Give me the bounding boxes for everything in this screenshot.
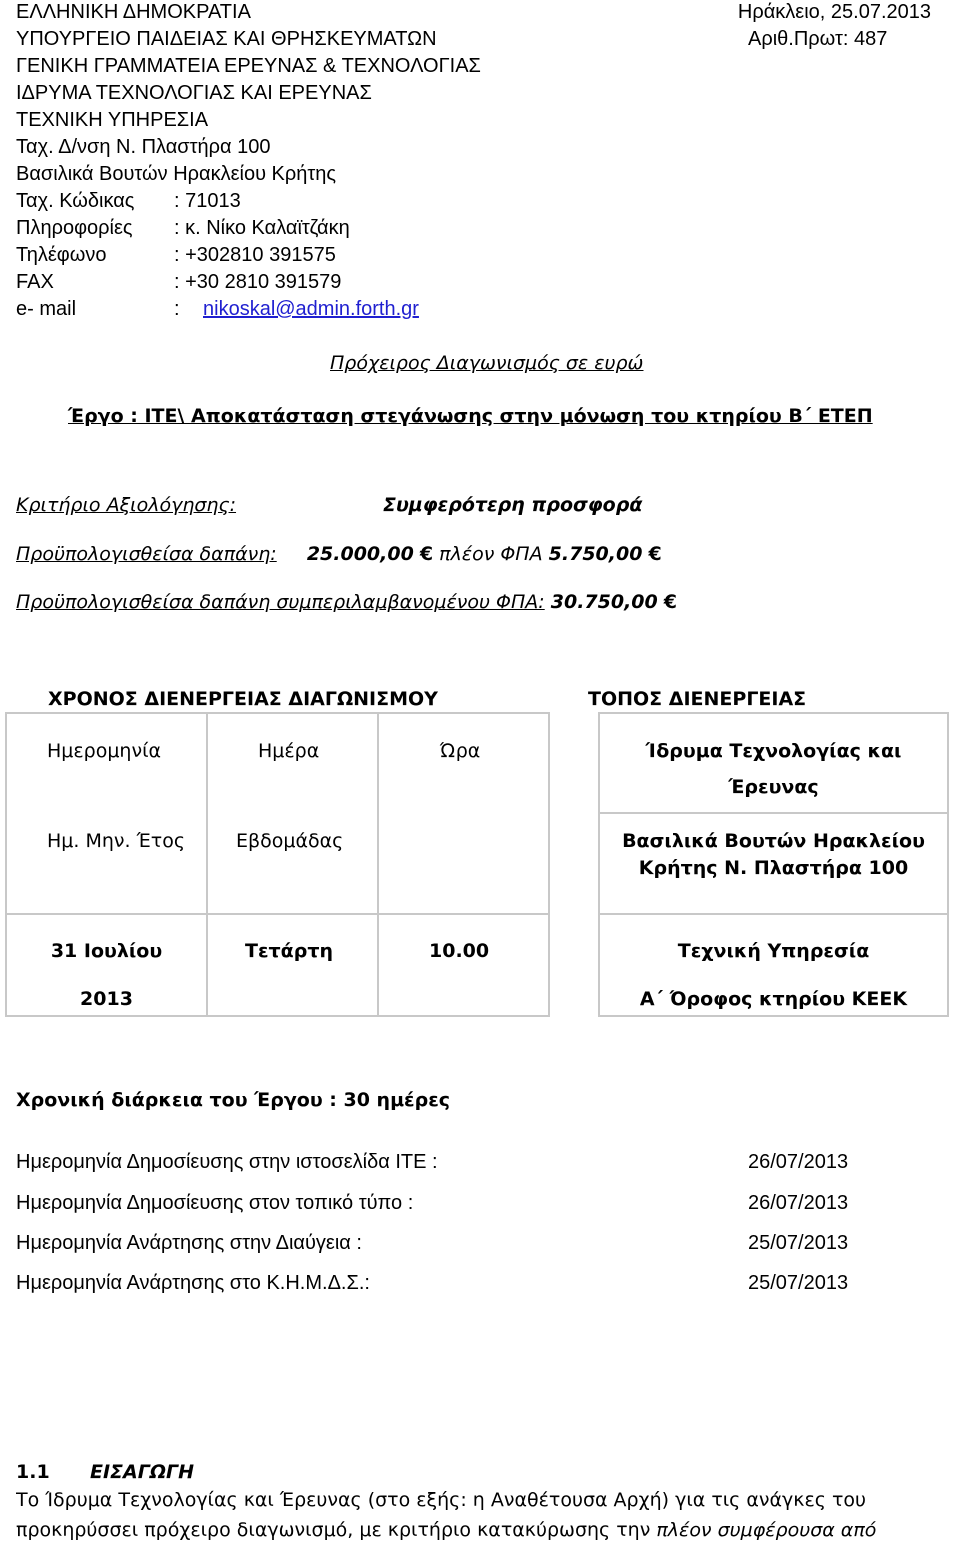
fax-value: : +30 2810 391579 [174,271,342,293]
place-section-title: ΤΟΠΟΣ ΔΙΕΝΕΡΓΕΙΑΣ [588,688,807,710]
total-budget-line [16,591,677,613]
total-budget-amount: 30.750,00 [550,591,658,613]
budget-label: Προϋπολογισθείσα δαπάνη: [16,543,277,565]
place-line-4: Κρήτης Ν. Πλαστήρα 100 [638,857,909,879]
publication-label: Ημερομηνία Δημοσίευσης στην ιστοσελίδα ΙΤΕ : [16,1151,438,1173]
postal-code-label: Ταχ. Κώδικας [16,190,135,212]
place-line-1: Ίδρυμα Τεχνολογίας και [645,740,902,762]
project-title: Έργο : ΙΤΕ\ Αποκατάσταση στεγάνωσης στην μόνωση του κτηρίου Β΄ ΕΤΕΠ [68,405,873,427]
info-label: Πληροφορίες [16,217,133,239]
criterion-value: Συμφερότερη προσφορά [383,494,643,516]
cell-time-value [377,913,550,1017]
project-duration: Χρονική διάρκεια του Έργου : 30 ημέρες [16,1089,451,1111]
header-line-street: Ταχ. Δ/νση Ν. Πλαστήρα 100 [16,136,271,158]
col-date-sub-label: Ημ. Μην. Έτος [47,830,185,852]
protocol-number: Αριθ.Πρωτ: 487 [748,28,888,50]
email-link[interactable]: nikoskal@admin.forth.gr [203,298,419,320]
section-number: 1.1 [16,1461,50,1483]
place-value-line-1: Τεχνική Υπηρεσία [677,940,870,962]
publication-date: 26/07/2013 [748,1192,849,1214]
budget-line [16,543,662,565]
publication-label: Ημερομηνία Ανάρτησης στην Διαύγεια : [16,1232,362,1254]
criterion-label: Κριτήριο Αξιολόγησης: [16,494,237,516]
col-date-label: Ημερομηνία [47,740,162,762]
place-date: Ηράκλειο, 25.07.2013 [737,1,931,23]
day-value: Τετάρτη [245,940,333,962]
time-value: 10.00 [429,940,490,962]
header-line-country: ΕΛΛΗΝΙΚΗ ΔΗΜΟΚΡΑΤΙΑ [16,1,251,23]
place-line-3: Βασιλικά Βουτών Ηρακλείου [622,830,925,852]
budget-amount: 25.000,00 [306,543,414,565]
publication-label: Ημερομηνία Ανάρτησης στο Κ.Η.Μ.Δ.Σ.: [16,1272,370,1294]
header-line-city: Βασιλικά Βουτών Ηρακλείου Κρήτης [16,163,337,185]
place-value-line-2: Α΄ Όροφος κτηρίου ΚΕΕΚ [639,988,908,1010]
header-line-ministry: ΥΠΟΥΡΓΕΙΟ ΠΑΙΔΕΙΑΣ ΚΑΙ ΘΡΗΣΚΕΥΜΑΤΩΝ [16,28,437,50]
col-time-label: Ώρα [440,740,481,762]
intro-line-2-text: προκηρύσσει πρόχειρο διαγωνισμό, με κριτήριο κατακύρωσης την [16,1519,651,1541]
cell-day-value [206,913,379,1017]
euro-icon: € [648,543,662,565]
postal-code-value: : 71013 [174,190,241,212]
plus-vat-label: πλέον ΦΠΑ [439,543,543,565]
publication-date: 25/07/2013 [748,1232,849,1254]
col-day-label: Ημέρα [258,740,320,762]
email-label: e- mail [16,298,77,320]
header-line-secretariat: ΓΕΝΙΚΗ ΓΡΑΜΜΑΤΕΙΑ ΕΡΕΥΝΑΣ & ΤΕΧΝΟΛΟΓΙΑΣ [16,55,481,77]
euro-icon: € [663,591,678,613]
header-line-foundation: ΙΔΡΥΜΑ ΤΕΧΝΟΛΟΓΙΑΣ ΚΑΙ ΕΡΕΥΝΑΣ [16,82,372,104]
phone-label: Τηλέφωνο [16,244,107,266]
intro-line-2-italic: πλέον συμφέρουσα από [656,1519,877,1541]
intro-line-1: Το Ίδρυμα Τεχνολογίας και Έρευνας (στο εξής: η Αναθέτουσα Αρχή) για τις ανάγκες του [16,1489,866,1511]
cell-place-header-a [598,712,949,814]
info-value: : κ. Νίκο Καλαϊτζάκη [174,217,350,239]
publication-date: 25/07/2013 [748,1272,849,1294]
publication-label: Ημερομηνία Δημοσίευσης στον τοπικό τύπο : [16,1192,414,1214]
publication-date: 26/07/2013 [748,1151,849,1173]
col-day-sub-label: Εβδομάδας [236,830,344,852]
time-section-title: ΧΡΟΝΟΣ ΔΙΕΝΕΡΓΕΙΑΣ ΔΙΑΓΩΝΙΣΜΟΥ [48,688,438,710]
email-colon: : [174,298,180,320]
place-line-2: Έρευνας [728,776,819,798]
total-budget-label: Προϋπολογισθείσα δαπάνη συμπεριλαμβανομένου ΦΠΑ: [16,591,545,613]
date-value-year: 2013 [80,988,133,1010]
tender-type: Πρόχειρος Διαγωνισμός σε ευρώ [330,352,644,374]
vat-amount: 5.750,00 [548,543,643,565]
date-value-day-month: 31 Ιουλίου [50,940,163,962]
phone-value: : +302810 391575 [174,244,336,266]
intro-line-2 [16,1519,936,1541]
section-title: ΕΙΣΑΓΩΓΗ [90,1461,194,1483]
fax-label: FAX [16,271,54,293]
header-line-department: ΤΕΧΝΙΚΗ ΥΠΗΡΕΣΙΑ [16,109,209,131]
euro-icon: € [419,543,434,565]
